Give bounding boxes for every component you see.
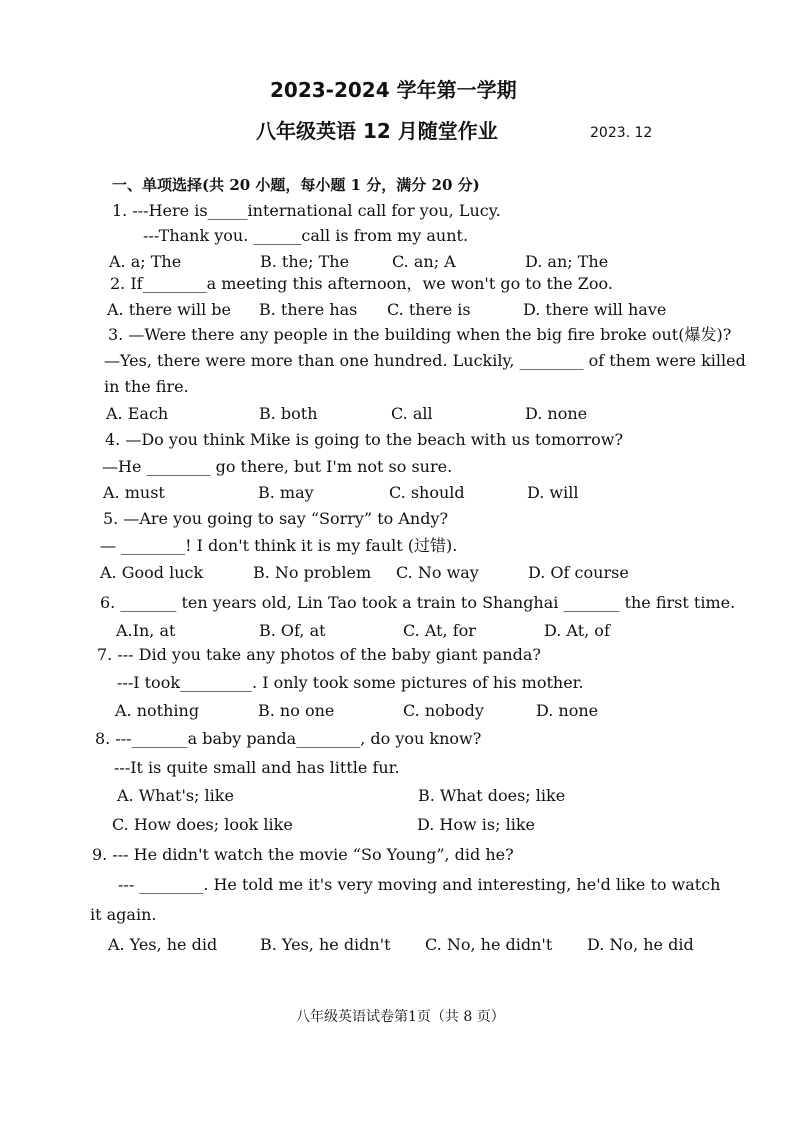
question-2-option-a: A. there will be xyxy=(107,300,231,319)
question-4-option-b: B. may xyxy=(258,483,314,502)
question-1-option-d: D. an; The xyxy=(525,252,609,271)
question-9-option-b: B. Yes, he didn't xyxy=(260,935,391,954)
question-8-line-1: 8. ---_______a baby panda________, do you know? xyxy=(95,729,482,748)
question-6-option-d: D. At, of xyxy=(544,621,610,640)
question-3-line-2: —Yes, there were more than one hundred. Luckily, ________ of them were killed xyxy=(104,351,746,370)
question-5-line-1: 5. —Are you going to say “Sorry” to Andy? xyxy=(103,509,449,528)
year-title: 2023-2024 学年第一学期 xyxy=(270,78,517,102)
question-1-option-a: A. a; The xyxy=(109,252,182,271)
question-2-option-c: C. there is xyxy=(387,300,471,319)
question-7-option-c: C. nobody xyxy=(403,701,484,720)
question-2-line-1: 2. If________a meeting this afternoon，we won't go to the Zoo. xyxy=(110,274,613,293)
question-5-line-2: — ________! I don't think it is my fault (过错). xyxy=(100,536,458,555)
question-4-option-d: D. will xyxy=(527,483,579,502)
question-4-option-c: C. should xyxy=(389,483,465,502)
question-8-option-d: D. How is; like xyxy=(417,815,535,834)
question-7-option-d: D. none xyxy=(536,701,599,720)
question-9-option-a: A. Yes, he did xyxy=(108,935,218,954)
question-1-line-1: 1. ---Here is_____international call for you, Lucy. xyxy=(112,201,501,220)
question-7-line-1: 7. --- Did you take any photos of the baby giant panda? xyxy=(97,645,541,664)
exam-date: 2023. 12 xyxy=(590,125,653,141)
question-4-line-2: —He ________ go there, but I'm not so sure. xyxy=(102,457,453,476)
question-8-option-a: A. What's; like xyxy=(117,786,234,805)
page-footer: 八年级英语试卷第1页（共 8 页） xyxy=(296,1009,505,1025)
question-6-option-b: B. Of, at xyxy=(259,621,326,640)
question-9-line-1: 9. --- He didn't watch the movie “So Young”, did he? xyxy=(92,845,514,864)
question-8-line-2: ---It is quite small and has little fur. xyxy=(114,758,400,777)
question-4-option-a: A. must xyxy=(103,483,165,502)
question-7-option-b: B. no one xyxy=(258,701,335,720)
question-5-option-d: D. Of course xyxy=(528,563,629,582)
question-3-option-d: D. none xyxy=(525,404,588,423)
question-7-line-2: ---I took_________. I only took some pictures of his mother. xyxy=(117,673,584,692)
question-6-option-a: A.In, at xyxy=(116,621,176,640)
question-3-option-a: A. Each xyxy=(106,404,169,423)
question-9-line-3: it again. xyxy=(90,905,157,924)
question-3-option-b: B. both xyxy=(259,404,318,423)
question-9-option-d: D. No, he did xyxy=(587,935,694,954)
question-5-option-c: C. No way xyxy=(396,563,479,582)
question-6-line-1: 6. _______ ten years old, Lin Tao took a train to Shanghai _______ the first time. xyxy=(100,593,736,612)
question-8-option-c: C. How does; look like xyxy=(112,815,293,834)
question-5-option-a: A. Good luck xyxy=(100,563,204,582)
question-6-option-c: C. At, for xyxy=(403,621,476,640)
question-1-option-c: C. an; A xyxy=(392,252,456,271)
question-2-option-b: B. there has xyxy=(259,300,358,319)
question-3-line-1: 3. —Were there any people in the building when the big fire broke out(爆发)? xyxy=(108,325,732,344)
question-7-option-a: A. nothing xyxy=(115,701,200,720)
question-5-option-b: B. No problem xyxy=(253,563,372,582)
exam-title: 八年级英语 12 月随堂作业 xyxy=(256,119,498,143)
section-heading: 一、单项选择(共 20 小题，每小题 1 分，满分 20 分) xyxy=(112,176,480,194)
question-4-line-1: 4. —Do you think Mike is going to the beach with us tomorrow? xyxy=(105,430,624,449)
question-9-line-2: --- ________. He told me it's very moving and interesting, he'd like to watch xyxy=(118,875,721,894)
question-3-line-3: in the fire. xyxy=(104,377,189,396)
question-1-option-b: B. the; The xyxy=(260,252,350,271)
question-1-line-2: ---Thank you. ______call is from my aunt. xyxy=(143,226,469,245)
question-8-option-b: B. What does; like xyxy=(418,786,566,805)
question-3-option-c: C. all xyxy=(391,404,433,423)
question-9-option-c: C. No, he didn't xyxy=(425,935,553,954)
question-2-option-d: D. there will have xyxy=(523,300,667,319)
